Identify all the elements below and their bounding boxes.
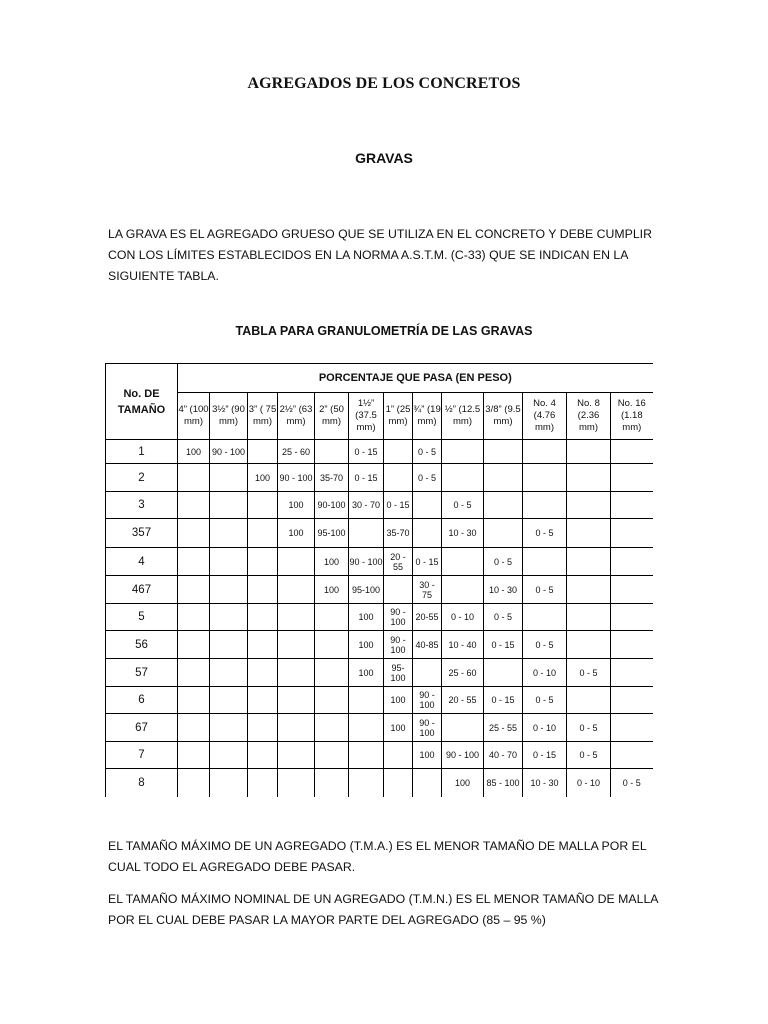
percent-cell: [567, 519, 611, 548]
percent-cell: [278, 604, 315, 631]
sieve-column-header: 3½” (90 mm): [210, 393, 248, 440]
sieve-column-header: 3/8” (9.5 mm): [484, 393, 523, 440]
percent-cell: [248, 769, 278, 797]
percent-cell: [567, 604, 611, 631]
percent-cell: 35-70: [384, 519, 413, 548]
percent-cell: 90 - 100: [384, 604, 413, 631]
gradation-table: [105, 363, 653, 797]
table-title: TABLA PARA GRANULOMETRÍA DE LAS GRAVAS: [235, 324, 533, 338]
sieve-column-header: ¾” (19 mm): [413, 393, 442, 440]
sieve-column-header: 3” ( 75 mm): [248, 393, 278, 440]
percent-cell: 0 - 15: [349, 440, 384, 464]
tma-paragraph: EL TAMAÑO MÁXIMO DE UN AGREGADO (T.M.A.) ES EL MENOR TAMAÑO DE MALLA POR EL CUAL TODO EL AGREGADO DEBE PASAR.: [108, 839, 647, 874]
table-row: [106, 519, 653, 548]
percent-cell: [210, 604, 248, 631]
percent-cell: 0 - 5: [567, 742, 611, 769]
percent-cell: [442, 548, 484, 576]
percent-cell: [210, 548, 248, 576]
percent-cell: [611, 631, 653, 659]
percent-cell: [523, 604, 567, 631]
table-row: [106, 548, 653, 576]
percent-cell: 100: [384, 714, 413, 742]
percent-cell: 0 - 10: [523, 659, 567, 687]
percent-cell: [567, 576, 611, 604]
percent-cell: [349, 742, 384, 769]
section-title: GRAVAS: [355, 150, 413, 166]
percent-cell: [178, 576, 210, 604]
percent-cell: [384, 440, 413, 464]
table-row: [106, 659, 653, 687]
size-column-header: No. DE TAMAÑO: [106, 364, 178, 440]
percent-cell: [413, 659, 442, 687]
percent-cell: 0 - 5: [523, 631, 567, 659]
percent-cell: [484, 659, 523, 687]
percent-cell: [210, 631, 248, 659]
percent-cell: 40 - 70: [484, 742, 523, 769]
percent-cell: 100: [248, 464, 278, 492]
percent-cell: 100: [278, 492, 315, 519]
percent-cell: [349, 519, 384, 548]
percent-cell: 10 - 30: [523, 769, 567, 797]
percent-cell: [315, 742, 349, 769]
table-row: [106, 631, 653, 659]
size-number-cell: 7: [106, 742, 178, 769]
percent-cell: [248, 714, 278, 742]
percent-cell: [248, 492, 278, 519]
percent-cell: [248, 519, 278, 548]
percent-cell: [315, 631, 349, 659]
percent-cell: [611, 687, 653, 714]
sieve-column-header: 1½” (37.5 mm): [349, 393, 384, 440]
percent-cell: [484, 519, 523, 548]
percent-cell: [567, 687, 611, 714]
size-number-cell: 1: [106, 440, 178, 464]
intro-paragraph: LA GRAVA ES EL AGREGADO GRUESO QUE SE UTILIZA EN EL CONCRETO Y DEBE CUMPLIR CON LOS LÍMITES ESTABLECIDOS EN LA NORMA A.S.T.M. (C-33) QUE SE INDICAN EN LA SIGUIENTE TABLA.: [108, 227, 652, 283]
percent-cell: 0 - 15: [413, 548, 442, 576]
percent-cell: [611, 576, 653, 604]
table-row: [106, 769, 653, 797]
percent-cell: 35-70: [315, 464, 349, 492]
percent-cell: 90 - 100: [442, 742, 484, 769]
percent-cell: 0 - 5: [523, 519, 567, 548]
percent-cell: [178, 714, 210, 742]
percent-cell: 0 - 10: [442, 604, 484, 631]
percent-cell: [349, 769, 384, 797]
table-row: [106, 492, 653, 519]
percent-cell: [178, 548, 210, 576]
percent-cell: 30 - 75: [413, 576, 442, 604]
table-row: [106, 742, 653, 769]
percent-cell: [567, 464, 611, 492]
percent-cell: 90 - 100: [413, 687, 442, 714]
percent-cell: 0 - 5: [611, 769, 653, 797]
size-number-cell: 8: [106, 769, 178, 797]
percent-cell: [315, 714, 349, 742]
percent-cell: [523, 548, 567, 576]
percent-cell: [248, 576, 278, 604]
percent-cell: [567, 548, 611, 576]
size-number-cell: 3: [106, 492, 178, 519]
percent-cell: [248, 631, 278, 659]
percent-cell: [611, 519, 653, 548]
percent-cell: [611, 742, 653, 769]
percent-cell: 100: [278, 519, 315, 548]
percent-cell: [611, 659, 653, 687]
percent-cell: 0 - 5: [413, 464, 442, 492]
percent-cell: 95-100: [315, 519, 349, 548]
percent-cell: [384, 742, 413, 769]
percent-cell: 40-85: [413, 631, 442, 659]
percent-cell: [611, 714, 653, 742]
percent-cell: 0 - 15: [523, 742, 567, 769]
percent-cell: [248, 687, 278, 714]
percent-cell: [349, 714, 384, 742]
percent-cell: 10 - 30: [484, 576, 523, 604]
sieve-column-header: No. 16 (1.18 mm): [611, 393, 653, 440]
percent-cell: 25 - 60: [278, 440, 315, 464]
percent-cell: [278, 742, 315, 769]
percent-cell: 100: [178, 440, 210, 464]
percent-cell: [523, 464, 567, 492]
percent-cell: [178, 604, 210, 631]
percent-cell: 20 - 55: [442, 687, 484, 714]
percent-cell: [611, 548, 653, 576]
percent-cell: 85 - 100: [484, 769, 523, 797]
percent-cell: [523, 492, 567, 519]
percent-cell: [567, 492, 611, 519]
percent-cell: [278, 576, 315, 604]
percent-cell: [178, 659, 210, 687]
percent-cell: 0 - 10: [567, 769, 611, 797]
size-number-cell: 56: [106, 631, 178, 659]
percent-cell: [278, 659, 315, 687]
percent-cell: [611, 604, 653, 631]
percent-cell: [315, 769, 349, 797]
percent-cell: 100: [349, 604, 384, 631]
size-number-cell: 67: [106, 714, 178, 742]
sieve-column-header: No. 4 (4.76 mm): [523, 393, 567, 440]
percent-cell: [315, 440, 349, 464]
percent-cell: [210, 714, 248, 742]
sieve-column-header: ½” (12.5 mm): [442, 393, 484, 440]
percent-cell: 0 - 15: [384, 492, 413, 519]
gradation-table-grid: [105, 363, 653, 797]
percent-cell: [178, 631, 210, 659]
percent-cell: [178, 769, 210, 797]
percent-cell: 95-100: [349, 576, 384, 604]
percent-cell: [413, 769, 442, 797]
percent-cell: 25 - 55: [484, 714, 523, 742]
sieve-column-header: No. 8 (2.36 mm): [567, 393, 611, 440]
percent-cell: 100: [349, 659, 384, 687]
percent-cell: 100: [384, 687, 413, 714]
percent-cell: [611, 440, 653, 464]
percent-cell: 0 - 10: [523, 714, 567, 742]
percent-cell: 0 - 5: [523, 576, 567, 604]
percent-cell: 100: [413, 742, 442, 769]
percent-cell: 100: [315, 576, 349, 604]
percent-cell: 0 - 5: [523, 687, 567, 714]
table-row: [106, 576, 653, 604]
percent-cell: 0 - 15: [484, 687, 523, 714]
table-row: [106, 440, 653, 464]
percent-cell: [248, 742, 278, 769]
size-number-cell: 357: [106, 519, 178, 548]
percent-cell: 100: [442, 769, 484, 797]
sieve-column-header: 4” (100 mm): [178, 393, 210, 440]
percent-cell: 20 - 55: [384, 548, 413, 576]
sieve-column-header: 1” (25 mm): [384, 393, 413, 440]
percent-cell: [178, 492, 210, 519]
percent-cell: [484, 464, 523, 492]
percent-cell: [442, 576, 484, 604]
percent-cell: [210, 659, 248, 687]
percent-cell: [442, 714, 484, 742]
percent-cell: [210, 769, 248, 797]
percent-cell: [384, 576, 413, 604]
percent-cell: [178, 464, 210, 492]
size-number-cell: 5: [106, 604, 178, 631]
percent-cell: [178, 742, 210, 769]
percent-cell: 0 - 5: [442, 492, 484, 519]
percent-cell: [413, 492, 442, 519]
size-number-cell: 4: [106, 548, 178, 576]
percent-cell: 30 - 70: [349, 492, 384, 519]
percent-cell: [278, 548, 315, 576]
percent-cell: 90 - 100: [384, 631, 413, 659]
percent-cell: [248, 604, 278, 631]
percent-cell: [210, 687, 248, 714]
percent-cell: [178, 687, 210, 714]
size-number-cell: 2: [106, 464, 178, 492]
percent-cell: 90-100: [315, 492, 349, 519]
table-row: [106, 604, 653, 631]
percent-cell: [523, 440, 567, 464]
percent-cell: 90 - 100: [413, 714, 442, 742]
percent-cell: 0 - 5: [567, 659, 611, 687]
percent-cell: [413, 519, 442, 548]
document-title: AGREGADOS DE LOS CONCRETOS: [247, 75, 521, 92]
tmn-paragraph: EL TAMAÑO MÁXIMO NOMINAL DE UN AGREGADO (T.M.N.) ES EL MENOR TAMAÑO DE MALLA POR EL CUAL DEBE PASAR LA MAYOR PARTE DEL AGREGADO (85 – 95 %): [108, 892, 658, 927]
percent-cell: 20-55: [413, 604, 442, 631]
percent-cell: 0 - 5: [484, 548, 523, 576]
percent-cell: [178, 519, 210, 548]
percent-cell: [567, 440, 611, 464]
percent-cell: [278, 631, 315, 659]
sieve-column-header: 2” (50 mm): [315, 393, 349, 440]
size-number-cell: 57: [106, 659, 178, 687]
percent-cell: [442, 464, 484, 492]
percent-cell: 0 - 5: [413, 440, 442, 464]
percent-cell: 0 - 15: [484, 631, 523, 659]
percent-cell: [210, 492, 248, 519]
percent-cell: 90 - 100: [210, 440, 248, 464]
percent-cell: [278, 714, 315, 742]
percent-cell: 100: [315, 548, 349, 576]
percent-cell: [384, 464, 413, 492]
percent-cell: [442, 440, 484, 464]
percent-cell: [315, 687, 349, 714]
percent-cell: 10 - 40: [442, 631, 484, 659]
percent-cell: [210, 742, 248, 769]
size-number-cell: 6: [106, 687, 178, 714]
sieve-column-header: 2½” (63 mm): [278, 393, 315, 440]
percent-cell: [567, 631, 611, 659]
percent-cell: [210, 519, 248, 548]
percent-cell: 90 - 100: [349, 548, 384, 576]
percent-cell: [278, 769, 315, 797]
percent-cell: [484, 492, 523, 519]
percent-cell: [210, 576, 248, 604]
percent-cell: 0 - 15: [349, 464, 384, 492]
percent-cell: [278, 687, 315, 714]
percent-cell: 95-100: [384, 659, 413, 687]
percent-cell: 100: [349, 631, 384, 659]
percent-cell: 10 - 30: [442, 519, 484, 548]
table-row: [106, 464, 653, 492]
size-number-cell: 467: [106, 576, 178, 604]
percent-cell: 90 - 100: [278, 464, 315, 492]
percent-cell: [611, 492, 653, 519]
percent-cell: [248, 548, 278, 576]
percent-cell: [210, 464, 248, 492]
percent-cell: 0 - 5: [567, 714, 611, 742]
percent-cell: [248, 440, 278, 464]
percent-cell: [315, 659, 349, 687]
percent-cell: [315, 604, 349, 631]
percent-cell: [384, 769, 413, 797]
percent-cell: 25 - 60: [442, 659, 484, 687]
percent-cell: [248, 659, 278, 687]
percent-cell: 0 - 5: [484, 604, 523, 631]
percent-passing-header: PORCENTAJE QUE PASA (EN PESO): [178, 364, 653, 393]
percent-cell: [349, 687, 384, 714]
percent-cell: [484, 440, 523, 464]
table-row: [106, 714, 653, 742]
table-row: [106, 687, 653, 714]
percent-cell: [611, 464, 653, 492]
